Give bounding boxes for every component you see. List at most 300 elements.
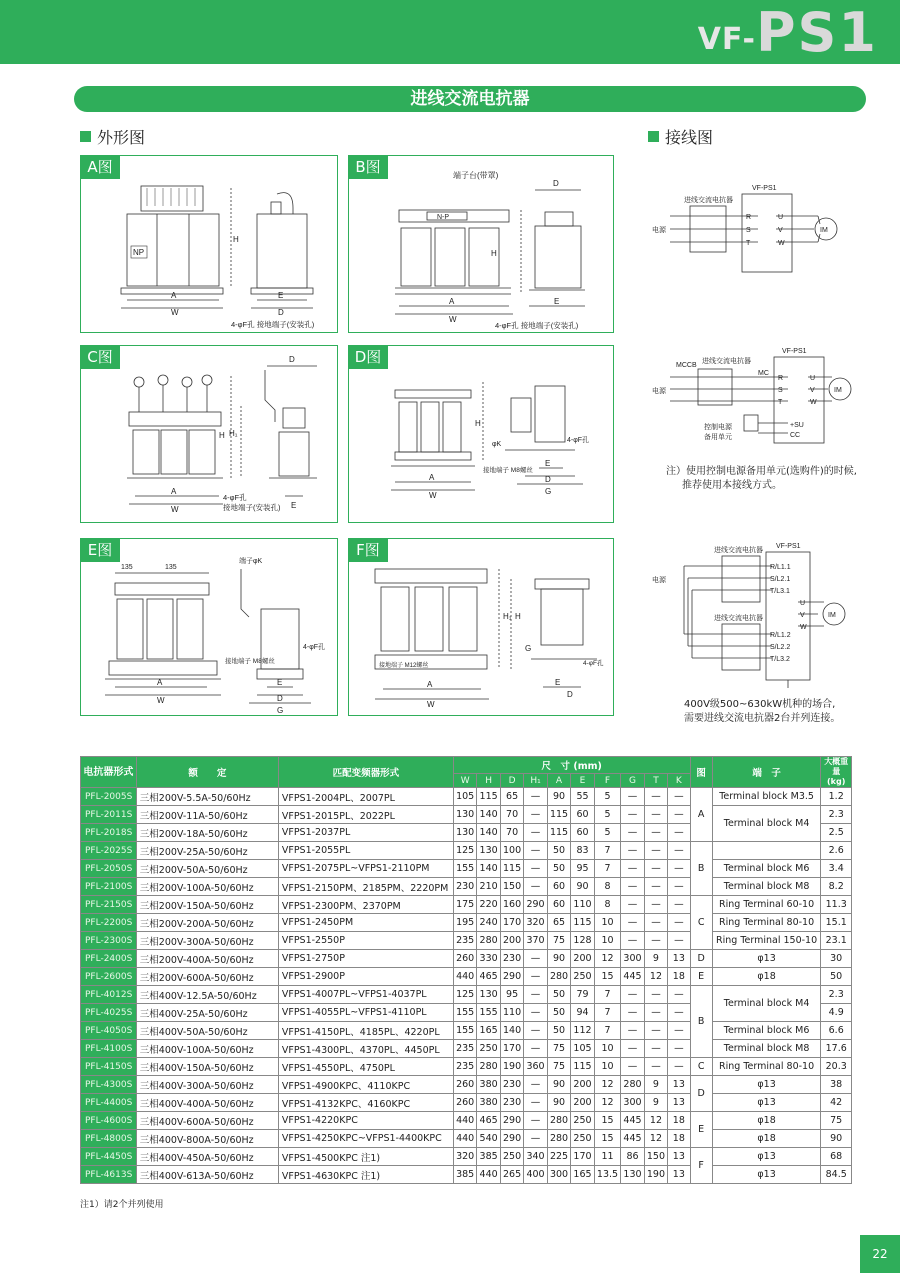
cell-dim: — <box>644 896 667 914</box>
table-row <box>81 968 852 986</box>
cell-terminal: Ring Terminal 80-10 <box>712 1058 821 1076</box>
cell-dim: 130 <box>621 1166 644 1184</box>
cell-dim: 12 <box>644 1130 667 1148</box>
cell-dim: 250 <box>477 1040 500 1058</box>
cell-rating: 三相200V-150A-50/60Hz <box>136 896 278 914</box>
cell-dim: 280 <box>477 932 500 950</box>
cell-fig: E <box>690 968 712 986</box>
label-reactor-1: 进线交流电抗器 <box>714 547 763 554</box>
cell-dim: — <box>644 914 667 932</box>
cell-terminal: φ18 <box>712 1112 821 1130</box>
label-w: W <box>449 315 457 324</box>
cell-dim: 160 <box>500 896 523 914</box>
cell-model: PFL-4100S <box>81 1040 137 1058</box>
svg-text:V: V <box>778 227 783 234</box>
label-power: 电源 <box>652 577 666 584</box>
svg-text:T: T <box>746 240 751 247</box>
cell-dim: 250 <box>571 968 594 986</box>
note-1-line1: 注）使用控制电源备用单元(选购件)的时候, <box>666 466 857 477</box>
label-im: IM <box>828 612 836 619</box>
cell-fig: C <box>690 896 712 950</box>
cell-dim: — <box>524 788 547 806</box>
cell-dim: 5 <box>594 806 621 824</box>
cell-dim: 18 <box>668 1130 690 1148</box>
cell-rating: 三相200V-18A-50/60Hz <box>136 824 278 842</box>
cell-dim: — <box>524 1076 547 1094</box>
cell-dim: — <box>621 824 644 842</box>
cell-dim: 70 <box>500 806 523 824</box>
svg-text:S: S <box>778 387 783 394</box>
cell-model: PFL-2050S <box>81 860 137 878</box>
th-dims: 尺 寸 (mm) <box>453 757 690 774</box>
cell-dim: — <box>644 860 667 878</box>
cell-dim: 10 <box>594 932 621 950</box>
cell-dim: 90 <box>547 1076 570 1094</box>
panel-c-tag: C图 <box>80 345 120 369</box>
label-w: W <box>171 308 179 317</box>
cell-dim: — <box>644 1004 667 1022</box>
cell-model: PFL-2150S <box>81 896 137 914</box>
cell-rating: 三相400V-25A-50/60Hz <box>136 1004 278 1022</box>
cell-inverter: VFPS1-2150PM、2185PM、2220PM <box>278 878 453 896</box>
cell-model: PFL-2300S <box>81 932 137 950</box>
cell-rating: 三相200V-600A-50/60Hz <box>136 968 278 986</box>
cell-dim: — <box>524 806 547 824</box>
svg-text:R: R <box>778 375 784 382</box>
cell-dim: 10 <box>594 1040 621 1058</box>
cell-dim: 300 <box>621 1094 644 1112</box>
section-outline-title <box>80 125 145 148</box>
cell-dim: 130 <box>477 986 500 1004</box>
cell-dim: 60 <box>571 824 594 842</box>
cell-dim: — <box>621 1004 644 1022</box>
table-row <box>81 1076 852 1094</box>
cell-dim: 12 <box>594 1094 621 1112</box>
cell-dim: 13.5 <box>594 1166 621 1184</box>
label-hole: 4-φF孔 <box>583 660 604 667</box>
cell-dim: — <box>621 1040 644 1058</box>
cell-dim: 8 <box>594 878 621 896</box>
label-reactor: 进线交流电抗器 <box>702 358 751 365</box>
cell-rating: 三相400V-12.5A-50/60Hz <box>136 986 278 1004</box>
cell-dim: 50 <box>547 860 570 878</box>
cell-dim: 9 <box>644 1094 667 1112</box>
label-g: G <box>525 644 532 653</box>
cell-dim: 340 <box>524 1148 547 1166</box>
cell-dim: — <box>668 914 690 932</box>
cell-dim: — <box>644 878 667 896</box>
cell-inverter: VFPS1-4300PL、4370PL、4450PL <box>278 1040 453 1058</box>
wiring-diagram-1 <box>648 170 858 280</box>
cell-terminal: Terminal block M4 <box>712 806 821 842</box>
cell-dim: — <box>524 824 547 842</box>
cell-fig: D <box>690 950 712 968</box>
cell-terminal <box>712 842 821 860</box>
cell-dim: 110 <box>500 1004 523 1022</box>
cell-dim: 280 <box>547 1112 570 1130</box>
cell-dim: 105 <box>453 788 476 806</box>
cell-dim: 175 <box>453 896 476 914</box>
cell-rating: 三相400V-613A-50/60Hz <box>136 1166 278 1184</box>
label-a: A <box>157 678 163 687</box>
cell-dim: 170 <box>500 1040 523 1058</box>
cell-model: PFL-4025S <box>81 1004 137 1022</box>
th-rating: 额 定 <box>136 757 278 788</box>
th-weight: 大概重量(kg) <box>821 757 852 788</box>
th-model: 电抗器形式 <box>81 757 137 788</box>
cell-dim: 7 <box>594 860 621 878</box>
cell-dim: 5 <box>594 788 621 806</box>
cell-dim: 200 <box>571 1076 594 1094</box>
table-row <box>81 878 852 896</box>
note-2-line2: 需要进线交流电抗器2台并列连接。 <box>684 713 841 724</box>
cell-rating: 三相400V-400A-50/60Hz <box>136 1094 278 1112</box>
cell-dim: — <box>644 824 667 842</box>
cell-dim: 13 <box>668 950 690 968</box>
cell-weight: 11.3 <box>821 896 852 914</box>
cell-model: PFL-2400S <box>81 950 137 968</box>
label-e: E <box>554 297 560 306</box>
cell-dim: 380 <box>477 1094 500 1112</box>
cell-inverter: VFPS1-2550P <box>278 932 453 950</box>
note-1 <box>666 465 857 493</box>
cell-dim: — <box>524 1094 547 1112</box>
cell-model: PFL-2025S <box>81 842 137 860</box>
cell-terminal: Terminal block M3.5 <box>712 788 821 806</box>
cell-model: PFL-2011S <box>81 806 137 824</box>
cell-dim: 140 <box>477 860 500 878</box>
brand-prefix: VF- <box>697 22 756 57</box>
cell-dim: 9 <box>644 1076 667 1094</box>
label-unit: 备用单元 <box>704 434 732 441</box>
cell-terminal: Ring Terminal 60-10 <box>712 896 821 914</box>
cell-terminal: Terminal block M6 <box>712 860 821 878</box>
label-hole: 4-φF孔 <box>223 493 247 502</box>
label-terminal: 端子φK <box>239 558 263 565</box>
th-dim-3: H₁ <box>524 774 547 788</box>
cell-terminal: Ring Terminal 80-10 <box>712 914 821 932</box>
header-bar <box>0 0 900 64</box>
square-icon <box>80 131 91 142</box>
label-e: E <box>545 459 551 468</box>
label-h: H <box>233 235 239 244</box>
th-terminal: 端 子 <box>712 757 821 788</box>
cell-dim: 55 <box>571 788 594 806</box>
wiring-diagram-3 <box>648 538 858 698</box>
cell-inverter: VFPS1-4630KPC 注1) <box>278 1166 453 1184</box>
cell-dim: 260 <box>453 1076 476 1094</box>
label-np: N-P <box>437 214 450 221</box>
cell-dim: 65 <box>500 788 523 806</box>
cell-dim: — <box>524 1112 547 1130</box>
cell-dim: — <box>524 860 547 878</box>
cell-dim: 230 <box>500 1094 523 1112</box>
cell-inverter: VFPS1-4132KPC、4160KPC <box>278 1094 453 1112</box>
table-row <box>81 914 852 932</box>
cell-rating: 三相400V-800A-50/60Hz <box>136 1130 278 1148</box>
panel-e-tag: E图 <box>80 538 120 562</box>
cell-model: PFL-2100S <box>81 878 137 896</box>
cell-fig: F <box>690 1148 712 1184</box>
table-row <box>81 1040 852 1058</box>
cell-fig: D <box>690 1076 712 1112</box>
table-row <box>81 806 852 824</box>
cell-dim: 83 <box>571 842 594 860</box>
cell-model: PFL-4050S <box>81 1022 137 1040</box>
table-row <box>81 1058 852 1076</box>
label-ground: 接地端子 M8螺丝 <box>483 467 533 474</box>
outline-drawing-c <box>81 346 339 524</box>
cell-dim: 18 <box>668 968 690 986</box>
cell-dim: — <box>644 1022 667 1040</box>
cell-dim: — <box>644 932 667 950</box>
cell-weight: 1.2 <box>821 788 852 806</box>
th-inverter: 匹配变频器形式 <box>278 757 453 788</box>
label-im: IM <box>820 227 828 234</box>
cell-inverter: VFPS1-2900P <box>278 968 453 986</box>
cell-dim: — <box>644 1058 667 1076</box>
cell-fig: B <box>690 986 712 1058</box>
cell-dim: — <box>524 842 547 860</box>
label-ctrl: 控制电源 <box>704 424 732 431</box>
cell-model: PFL-4600S <box>81 1112 137 1130</box>
cell-dim: 330 <box>477 950 500 968</box>
cell-weight: 75 <box>821 1112 852 1130</box>
table-row <box>81 842 852 860</box>
cell-dim: 540 <box>477 1130 500 1148</box>
cell-fig: B <box>690 842 712 896</box>
cell-fig: E <box>690 1112 712 1148</box>
th-dim-4: A <box>547 774 570 788</box>
cell-dim: 75 <box>547 932 570 950</box>
cell-rating: 三相400V-600A-50/60Hz <box>136 1112 278 1130</box>
label-reactor-2: 进线交流电抗器 <box>714 615 763 622</box>
cell-dim: 385 <box>453 1166 476 1184</box>
cell-dim: — <box>668 932 690 950</box>
outline-drawing-e <box>81 539 339 717</box>
label-g: G <box>545 487 552 496</box>
cell-dim: 50 <box>547 1004 570 1022</box>
cell-dim: 79 <box>571 986 594 1004</box>
cell-dim: — <box>621 1022 644 1040</box>
label-su: +SU <box>790 422 804 429</box>
brand-main: PS1 <box>755 1 878 64</box>
panel-a-tag: A图 <box>80 155 120 179</box>
cell-dim: — <box>524 1130 547 1148</box>
cell-rating: 三相400V-300A-50/60Hz <box>136 1076 278 1094</box>
cell-dim: 115 <box>477 788 500 806</box>
cell-dim: 60 <box>547 896 570 914</box>
outline-drawing-d <box>349 346 615 524</box>
label-np: NP <box>133 248 145 257</box>
label-phik: φK <box>492 441 502 448</box>
cell-dim: 90 <box>547 1094 570 1112</box>
th-dim-7: G <box>621 774 644 788</box>
svg-text:R/L1.1: R/L1.1 <box>770 564 791 571</box>
label-ground: 接地端子 M12螺丝 <box>379 663 429 669</box>
svg-text:W: W <box>810 399 817 406</box>
label-g: G <box>277 706 284 715</box>
label-a: A <box>429 473 435 482</box>
cell-dim: 210 <box>477 878 500 896</box>
cell-terminal: φ18 <box>712 968 821 986</box>
panel-b <box>348 155 614 333</box>
cell-dim: 220 <box>477 896 500 914</box>
cell-dim: 250 <box>500 1148 523 1166</box>
cell-dim: 155 <box>453 860 476 878</box>
cell-terminal: φ13 <box>712 950 821 968</box>
cell-inverter: VFPS1-2750P <box>278 950 453 968</box>
cell-inverter: VFPS1-4007PL~VFPS1-4037PL <box>278 986 453 1004</box>
cell-dim: — <box>668 842 690 860</box>
label-hole: 4-φF孔 <box>303 644 326 651</box>
cell-dim: 100 <box>500 842 523 860</box>
label-h: H <box>515 612 521 621</box>
label-inverter: VF-PS1 <box>782 348 807 355</box>
svg-text:T/L3.2: T/L3.2 <box>770 656 790 663</box>
cell-dim: — <box>668 986 690 1004</box>
cell-dim: 440 <box>477 1166 500 1184</box>
cell-dim: 10 <box>594 914 621 932</box>
svg-text:R: R <box>746 214 752 221</box>
cell-dim: 230 <box>500 950 523 968</box>
label-h: H <box>491 249 497 258</box>
cell-dim: 445 <box>621 1130 644 1148</box>
label-terminal: 端子台(带罩) <box>453 171 499 180</box>
panel-d-tag: D图 <box>348 345 388 369</box>
cell-weight: 23.1 <box>821 932 852 950</box>
cell-inverter: VFPS1-2037PL <box>278 824 453 842</box>
cell-model: PFL-2018S <box>81 824 137 842</box>
cell-dim: 140 <box>477 824 500 842</box>
panel-d <box>348 345 614 523</box>
cell-inverter: VFPS1-4900KPC、4110KPC <box>278 1076 453 1094</box>
cell-fig: C <box>690 1058 712 1076</box>
label-reactor: 进线交流电抗器 <box>684 197 733 204</box>
brand-logo <box>697 1 878 64</box>
table-row <box>81 1094 852 1112</box>
cell-rating: 三相200V-25A-50/60Hz <box>136 842 278 860</box>
cell-dim: 130 <box>453 806 476 824</box>
label-135a: 135 <box>121 564 133 571</box>
cell-dim: 12 <box>644 1112 667 1130</box>
cell-weight: 68 <box>821 1148 852 1166</box>
cell-dim: 90 <box>571 878 594 896</box>
section-outline-label: 外形图 <box>97 128 146 147</box>
cell-dim: 155 <box>477 1004 500 1022</box>
cell-dim: 280 <box>547 1130 570 1148</box>
cell-terminal: Terminal block M4 <box>712 986 821 1022</box>
cell-weight: 20.3 <box>821 1058 852 1076</box>
cell-dim: 75 <box>547 1040 570 1058</box>
cell-dim: 90 <box>547 950 570 968</box>
cell-dim: 155 <box>453 1022 476 1040</box>
label-135b: 135 <box>165 564 177 571</box>
cell-dim: 7 <box>594 842 621 860</box>
label-a: A <box>449 297 455 306</box>
label-hole: 4-φF孔 接地端子(安装孔) <box>495 321 579 330</box>
cell-dim: — <box>644 806 667 824</box>
cell-dim: 440 <box>453 1112 476 1130</box>
cell-dim: 9 <box>644 950 667 968</box>
panel-e <box>80 538 338 716</box>
cell-dim: — <box>621 878 644 896</box>
svg-text:V: V <box>810 387 815 394</box>
cell-dim: — <box>621 788 644 806</box>
cell-weight: 84.5 <box>821 1166 852 1184</box>
label-mc: MC <box>758 370 769 377</box>
label-d: D <box>289 355 295 364</box>
th-dim-8: T <box>644 774 667 788</box>
cell-rating: 三相200V-5.5A-50/60Hz <box>136 788 278 806</box>
cell-dim: 110 <box>571 896 594 914</box>
cell-inverter: VFPS1-2004PL、2007PL <box>278 788 453 806</box>
cell-inverter: VFPS1-4500KPC 注1) <box>278 1148 453 1166</box>
panel-a <box>80 155 338 333</box>
label-mccb: MCCB <box>676 362 697 369</box>
cell-dim: 50 <box>547 842 570 860</box>
cell-weight: 8.2 <box>821 878 852 896</box>
cell-dim: 11 <box>594 1148 621 1166</box>
cell-terminal: Terminal block M8 <box>712 878 821 896</box>
cell-dim: 130 <box>453 824 476 842</box>
cell-dim: 112 <box>571 1022 594 1040</box>
th-dim-6: F <box>594 774 621 788</box>
cell-dim: 90 <box>547 788 570 806</box>
cell-dim: — <box>621 896 644 914</box>
th-dim-9: K <box>668 774 690 788</box>
th-dim-5: E <box>571 774 594 788</box>
cell-dim: — <box>621 932 644 950</box>
page-title: 进线交流电抗器 <box>74 86 866 112</box>
cell-model: PFL-4012S <box>81 986 137 1004</box>
cell-dim: 380 <box>477 1076 500 1094</box>
cell-model: PFL-4613S <box>81 1166 137 1184</box>
cell-terminal: Ring Terminal 150-10 <box>712 932 821 950</box>
cell-dim: 235 <box>453 1040 476 1058</box>
cell-dim: — <box>644 986 667 1004</box>
cell-dim: 440 <box>453 968 476 986</box>
cell-dim: 465 <box>477 968 500 986</box>
svg-text:W: W <box>800 624 807 631</box>
cell-weight: 15.1 <box>821 914 852 932</box>
cell-terminal: φ13 <box>712 1076 821 1094</box>
outline-drawing-a <box>81 156 339 334</box>
cell-dim: — <box>621 1058 644 1076</box>
cell-dim: 130 <box>477 842 500 860</box>
label-power: 电源 <box>652 388 666 395</box>
wiring-diagram-2 <box>648 345 858 455</box>
cell-dim: 13 <box>668 1094 690 1112</box>
cell-dim: 280 <box>477 1058 500 1076</box>
cell-terminal: φ13 <box>712 1166 821 1184</box>
label-d: D <box>567 690 573 699</box>
table-row <box>81 1112 852 1130</box>
cell-rating: 三相200V-50A-50/60Hz <box>136 860 278 878</box>
label-h: H <box>475 419 481 428</box>
cell-dim: 105 <box>571 1040 594 1058</box>
cell-dim: 165 <box>477 1022 500 1040</box>
cell-rating: 三相200V-300A-50/60Hz <box>136 932 278 950</box>
cell-dim: 95 <box>571 860 594 878</box>
cell-dim: 155 <box>453 1004 476 1022</box>
note-2 <box>684 698 840 726</box>
panel-c <box>80 345 338 523</box>
cell-dim: 86 <box>621 1148 644 1166</box>
cell-dim: 18 <box>668 1112 690 1130</box>
th-dim-2: D <box>500 774 523 788</box>
cell-dim: 7 <box>594 1022 621 1040</box>
